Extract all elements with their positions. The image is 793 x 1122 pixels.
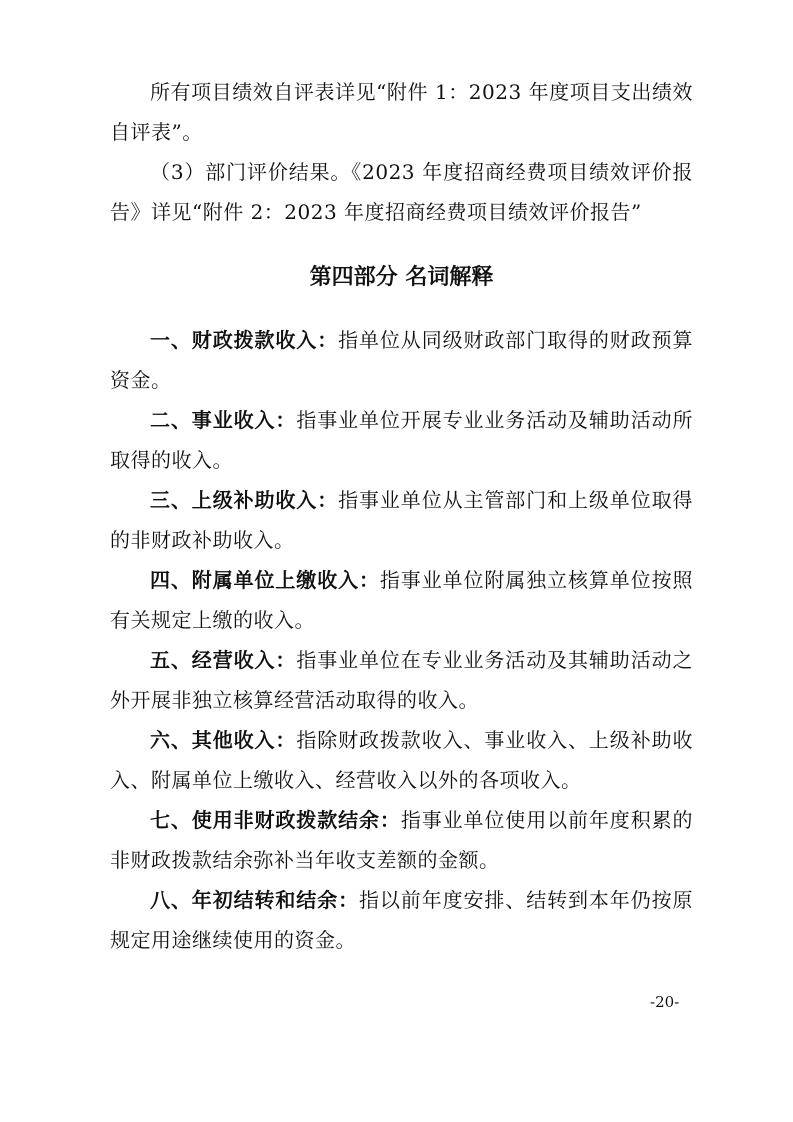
definition-text: 指事业单位在专业业务活动及其辅助活动之外开展非独立核算经营活动取得的收入。 [110, 648, 694, 712]
definition-paragraph [110, 800, 693, 880]
section-title: 第四部分 名词解释 [309, 265, 494, 290]
definition-paragraph [110, 880, 693, 960]
definition-term: 二、事业收入： [150, 408, 297, 432]
definition-text: 指事业单位使用以前年度积累的非财政拨款结余弥补当年收支差额的金额。 [110, 808, 694, 872]
definition-term: 七、使用非财政拨款结余： [150, 808, 401, 832]
definition-term: 四、附属单位上缴收入： [150, 568, 380, 592]
page-content [110, 72, 693, 960]
definition-term: 一、财政拨款收入： [150, 328, 339, 352]
definition-text: 指单位从同级财政部门取得的财政预算资金。 [110, 328, 694, 392]
page-number: -20- [650, 993, 680, 1011]
definition-text: 指除财政拨款收入、事业收入、上级补助收入、附属单位上缴收入、经营收入以外的各项收入。 [110, 728, 694, 792]
definition-text: 指以前年度安排、结转到本年仍按原规定用途继续使用的资金。 [110, 888, 693, 952]
definition-text: 指事业单位开展专业业务活动及辅助活动所取得的收入。 [110, 408, 694, 472]
definition-text: 指事业单位附属独立核算单位按照有关规定上缴的收入。 [110, 568, 694, 632]
intro-paragraph-2: （3）部门评价结果。《2023 年度招商经费项目绩效评价报告》详见“附件 2：2023 年度招商经费项目绩效评价报告” [110, 160, 693, 224]
definition-term: 六、其他收入： [150, 728, 297, 752]
definition-text: 指事业单位从主管部门和上级单位取得的非财政补助收入。 [110, 488, 694, 552]
definition-paragraph [110, 720, 693, 800]
intro-paragraph-1: 所有项目绩效自评表详见“附件 1：2023 年度项目支出绩效自评表”。 [110, 80, 693, 144]
definition-paragraph [110, 640, 693, 720]
definition-term: 三、上级补助收入： [150, 488, 339, 512]
definition-paragraph [110, 320, 693, 400]
definition-term: 五、经营收入： [150, 648, 297, 672]
definition-paragraph [110, 400, 693, 480]
definition-paragraph [110, 480, 693, 560]
definition-paragraph [110, 560, 693, 640]
definition-term: 八、年初结转和结余： [150, 888, 359, 912]
